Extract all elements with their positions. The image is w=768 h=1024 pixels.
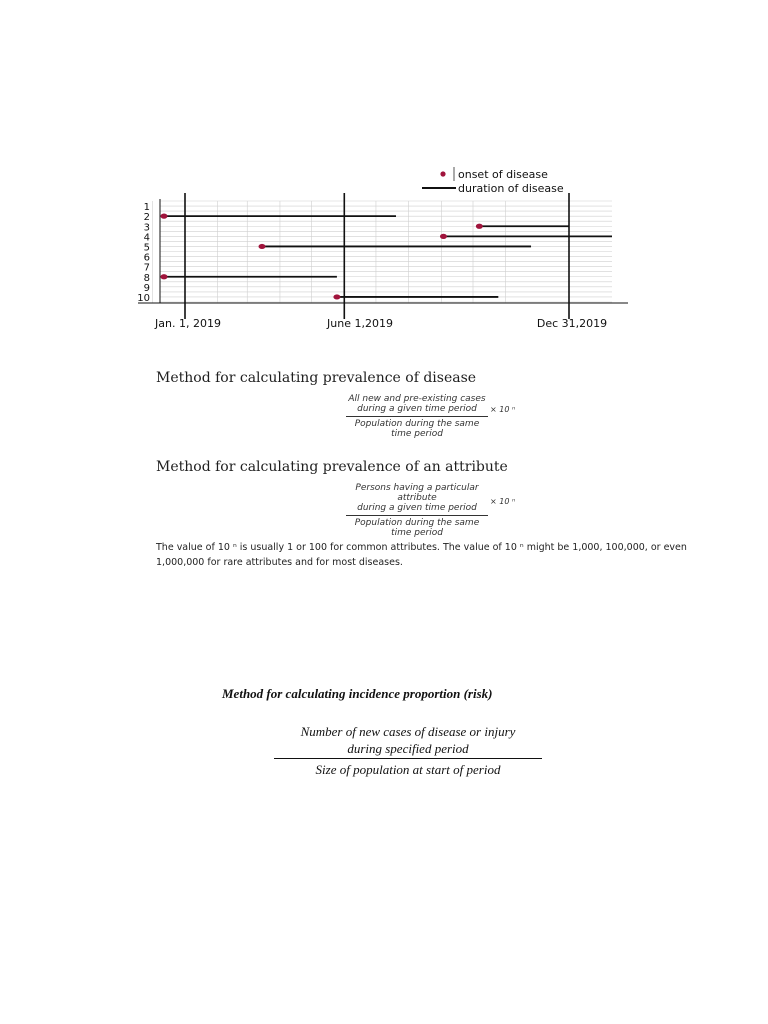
prevalence-disease-numerator-2: during a given time period [357, 404, 477, 414]
row-label: 5 [143, 242, 150, 254]
incidence-heading: Method for calculating incidence proportion (risk) [222, 686, 493, 701]
incidence-numerator-1: Number of new cases of disease or injury [300, 724, 516, 739]
x-tick-label: Jan. 1, 2019 [155, 317, 221, 330]
disease-timeline-chart [0, 0, 768, 340]
x-tick-labels [154, 317, 607, 330]
prevalence-attribute-numerator-2: attribute [397, 493, 437, 503]
multiplier-note: The value of 10 ⁿ is usually 1 or 100 for common attributes. The value of 10 ⁿ might be 1,000, 100,000, or even 1,000,000 for rare attributes and for most diseases. [156, 542, 687, 568]
row-label: 6 [143, 252, 150, 264]
onset-marker [476, 224, 483, 229]
fraction-bar [346, 416, 488, 417]
prevalence-disease-denominator-2: time period [391, 429, 443, 439]
prevalence-attribute-heading: Method for calculating prevalence of an attribute [156, 459, 508, 475]
onset-marker [333, 294, 340, 299]
fraction-bar [346, 515, 488, 516]
onset-marker [259, 244, 266, 249]
prevalence-disease-denominator-1: Population during the same [354, 419, 480, 429]
prevalence-disease-heading: Method for calculating prevalence of disease [156, 370, 477, 386]
incidence-denominator: Size of population at start of period [315, 762, 501, 777]
onset-marker [161, 214, 168, 219]
legend-duration-label: duration of disease [458, 182, 564, 195]
row-label: 8 [143, 272, 150, 284]
prevalence-disease-formula [346, 394, 488, 439]
prevalence-attribute-multiplier: × 10 ⁿ [490, 497, 516, 506]
incidence-formula [274, 723, 542, 778]
row-labels [137, 202, 150, 304]
row-label: 9 [143, 282, 150, 294]
onset-marker [440, 234, 447, 239]
x-tick-label: Dec 31,2019 [536, 317, 608, 330]
onset-marker [161, 274, 168, 279]
legend-onset-label: onset of disease [458, 168, 548, 181]
row-label: 4 [143, 232, 150, 244]
prevalence-attribute-numerator-3: during a given time period [357, 503, 477, 513]
prevalence-disease-numerator-1: All new and pre-existing cases [348, 394, 486, 404]
incidence-numerator-2: during specified period [347, 741, 469, 756]
fraction-bar [274, 758, 542, 759]
row-label: 1 [143, 202, 150, 214]
prevalence-attribute-denominator-1: Population during the same [354, 518, 480, 528]
chart-axes [138, 193, 628, 319]
prevalence-attribute-numerator-1: Persons having a particular [355, 483, 479, 493]
prevalence-attribute-denominator-2: time period [391, 528, 443, 538]
x-tick-label: June 1,2019 [327, 317, 393, 330]
legend [422, 167, 564, 195]
row-label: 7 [143, 262, 150, 274]
row-label: 2 [143, 212, 150, 224]
row-label: 3 [143, 222, 150, 234]
row-label: 10 [137, 293, 150, 304]
prevalence-attribute-formula [346, 483, 488, 538]
legend-onset-marker [440, 171, 445, 176]
prevalence-disease-multiplier: × 10 ⁿ [490, 405, 516, 414]
